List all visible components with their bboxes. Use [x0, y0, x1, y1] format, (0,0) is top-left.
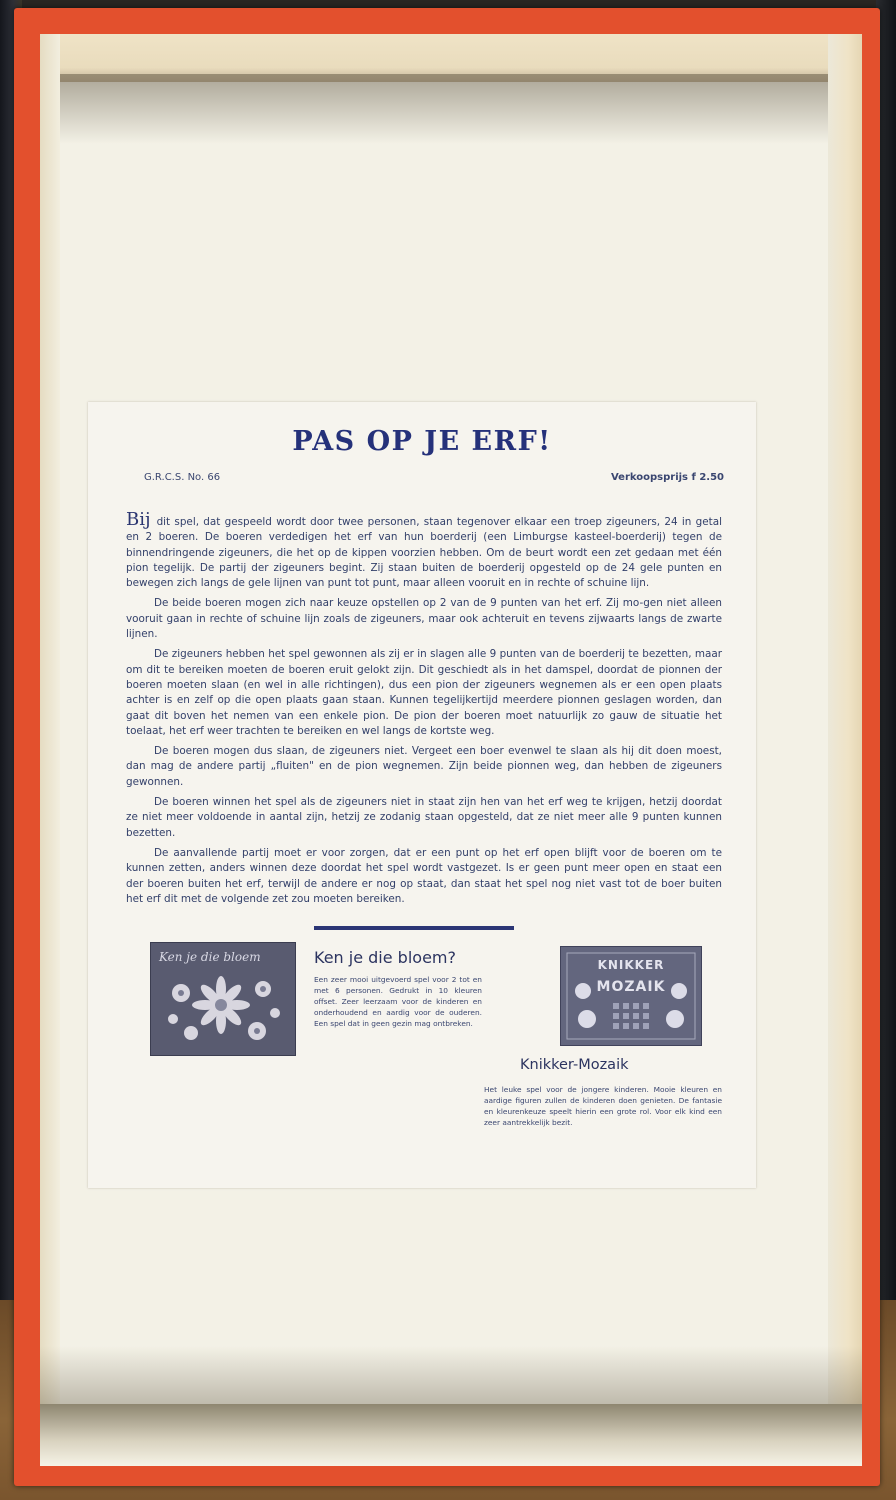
rules-paragraph: De zigeuners hebben het spel gewonnen als zij er in slagen alle 9 punten van de boerderij te bezetten, maar om dit te bereiken moeten de boeren eruit gelokt zijn. Dit geschiedt als in het damspel, doordat de pionnen der boeren moeten slaan (en wel in alle richtingen), dus een pion der zigeuners wegnemen als er een open plaats achter is en zelf op die open plaats gaan staan. Kunnen tegelijkertijd meerdere pionnen geslagen worden, dan gaat dit boven het nemen van een enkele pion. De pion der boeren moet natuurlijk zo gauw de situatie het toelaat, het erf weer trachten te bereiken en wel langs de kortste weg. — [126, 648, 722, 737]
box-right-wall — [828, 34, 862, 1466]
mozaik-image-label-bottom: MOZAIK — [596, 979, 666, 995]
box-bottom-wall — [40, 1404, 862, 1466]
flower-illustration — [151, 943, 295, 1055]
mozaik-image-label-top: KNIKKER — [597, 958, 665, 972]
box-left-wall — [40, 34, 60, 1466]
page-title: PAS OP JE ERF! — [292, 426, 552, 457]
rules-paragraph: De beide boeren mogen zich naar keuze opstellen op 2 van de 9 punten van het erf. Zij mo-gen niet alleen vooruit gaan in rechte of schuine lijn zoals de zigeuners, maar ook achteruit en tevens zijwaarts langs de zwarte lijnen. — [126, 597, 722, 641]
rules-paragraph: Bij dit spel, dat gespeeld wordt door twee personen, staan tegenover elkaar een troep zigeuners, 24 in getal en 2 boeren. De boeren verdedigen het erf van hun boerderij (een Limburgse kasteel-boerderij) tegen de binnendringende zigeuners, die het op de kippen voorzien hebben. Om de beurt wordt een zet gedaan met één pion tegelijk. De partij der zigeuners begint. Zij staan buiten de boerderij opgesteld op de 24 gele punten en bewegen zich langs de gele lijnen van punt tot punt, maar alleen vooruit en in rechte of schuine lijn. — [126, 509, 722, 590]
mozaik-illustration — [561, 947, 701, 1045]
ken-je-die-bloem-box-image — [150, 942, 296, 1056]
catalog-number: G.R.C.S. No. 66 — [144, 472, 221, 483]
rules-text — [126, 509, 722, 912]
section-divider — [314, 926, 514, 930]
box-top-shadow — [40, 74, 862, 144]
knikker-mozaik-box-image — [560, 946, 702, 1046]
rules-sheet — [88, 402, 756, 1188]
ken-je-die-bloem-title: Ken je die bloem? — [314, 948, 456, 967]
rules-paragraph: De aanvallende partij moet er voor zorgen, dat er een punt op het erf open blijft voor de boeren om te kunnen zetten, anders winnen deze doordat het spel wordt vastgezet. Is er geen punt meer open en staat een der boeren buiten het erf, terwijl de andere er nog op staat, dan staat het spel nog niet vast tot de boer buiten het erf dit met de volgende zet zou moeten bereiken. — [126, 846, 722, 905]
ken-je-die-bloem-description: Een zeer mooi uitgevoerd spel voor 2 tot en met 6 personen. Gedrukt in 10 kleuren offset. Zeer leerzaam voor de kinderen en onderhoudend en aardig voor de ouderen. Een spel dat in geen gezin mag ontbreken. — [314, 975, 482, 1028]
knikker-mozaik-title: Knikker-Mozaik — [520, 1057, 629, 1073]
knikker-mozaik-description: Het leuke spel voor de jongere kinderen. Mooie kleuren en aardige figuren zullen de kinderen doen genieten. De fantasie en kleurenkeuze speelt hierin een grote rol. Voor elk kind een zeer aantrekkelijk bezit. — [484, 1085, 722, 1127]
rules-paragraph: De boeren winnen het spel als de zigeuners niet in staat zijn hen van het erf weg te krijgen, hetzij doordat ze niet meer voldoende in aantal zijn, hetzij ze zodanig staan opgesteld, dat ze niet meer alle 9 punten kunnen bezetten. — [126, 796, 722, 839]
rules-paragraph: De boeren mogen dus slaan, de zigeuners niet. Vergeet een boer evenwel te slaan als hij dit doen moest, dan mag de andere partij „fluiten" en de pion wegnemen. Zijn beide pionnen weg, dan hebben de zigeuners gewonnen. — [126, 745, 722, 788]
box-bottom-shadow — [40, 1346, 862, 1406]
bloem-image-caption: Ken je die bloem — [159, 950, 261, 964]
sale-price: Verkoopsprijs f 2.50 — [610, 472, 724, 483]
drop-cap: Bij — [126, 509, 151, 530]
